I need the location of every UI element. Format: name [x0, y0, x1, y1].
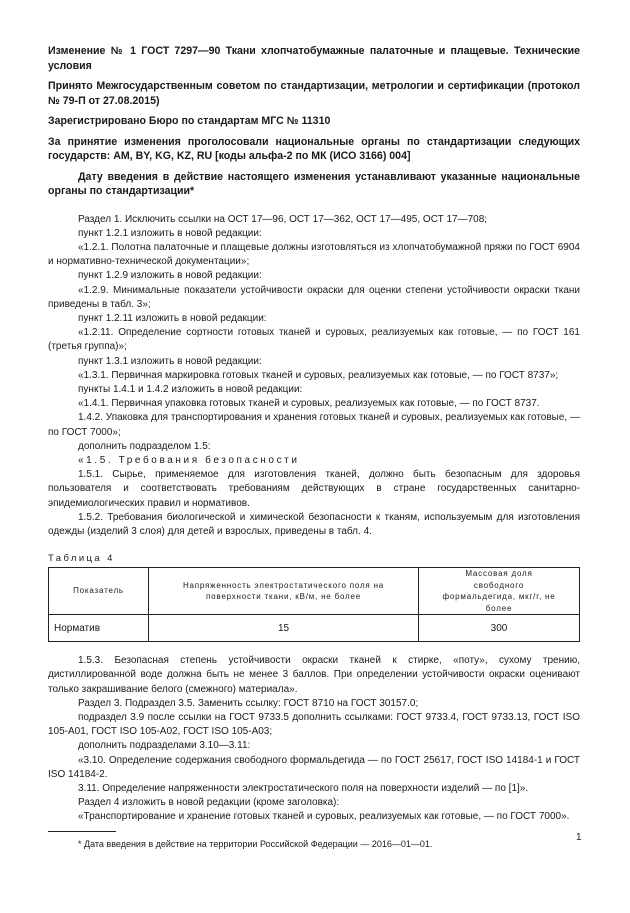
body-paragraph: пункт 1.2.11 изложить в новой редакции:: [78, 312, 267, 324]
table-cell: 300: [419, 615, 580, 642]
body-paragraph: 1.5.1. Сырье, применяемое для изготовления тканей, должно быть безопасным для здоровья пользователя и соответствовать требованиям действующих в стране государственных санитарно-эпидемиологических правил и нормативов.: [48, 469, 580, 509]
section-heading: «1.5. Требования безопасности: [78, 454, 300, 466]
body-paragraph: Раздел 4 изложить в новой редакции (кроме заголовка):: [78, 797, 340, 809]
body-paragraph: «3.10. Определение содержания свободного формальдегида — по ГОСТ 25617, ГОСТ ISO 14184-1 и ГОСТ ISO 14184-2.: [48, 754, 580, 780]
table-caption: Таблица 4: [48, 553, 115, 565]
body-paragraph: пункты 1.4.1 и 1.4.2 изложить в новой редакции:: [78, 383, 303, 395]
table-header-cell: Массовая доля свободного формальдегида, мкг/г, не более: [419, 568, 580, 615]
body-paragraph: 1.5.3. Безопасная степень устойчивости окраски тканей к стирке, «поту», сухому трению, дистиллированной воде должна быть не менее 3 баллов. При определении устойчивости окраски оценивают только закрашивание белого (смежного) материала».: [48, 655, 580, 695]
table-cell: Норматив: [49, 615, 149, 642]
document-page: [48, 44, 580, 851]
body-paragraph: 1.4.2. Упаковка для транспортирования и хранения готовых тканей и суровых, реализуемых как готовые, — по ГОСТ 7000»;: [48, 412, 580, 438]
effective-date-statement: Дату введения в действие настоящего изменения устанавливают указанные национальные органы по стандартизации*: [48, 170, 580, 197]
table-row: [49, 615, 580, 642]
body-paragraph: подраздел 3.9 после ссылки на ГОСТ 9733.5 дополнить ссылками: ГОСТ 9733.4, ГОСТ 9733.13, ГОСТ ISO 105-A01, ГОСТ ISO 105-A02, ГОСТ ISO 105-A03;: [48, 711, 580, 738]
body-paragraph: дополнить подразделом 1.5:: [78, 440, 211, 452]
body-paragraph: «1.2.1. Полотна палаточные и плащевые должны изготовляться из хлопчатобумажной пряжи по ГОСТ 6904 и нормативно-технической документации»;: [48, 241, 580, 268]
body-paragraph: «1.3.1. Первичная маркировка готовых тканей и суровых, реализуемых как готовые, — по ГОСТ 8737»;: [78, 369, 559, 381]
body-paragraph: Раздел 1. Исключить ссылки на ОСТ 17—96, ОСТ 17—362, ОСТ 17—495, ОСТ 17—708;: [78, 213, 488, 225]
body-paragraph: дополнить подразделами 3.10—3.11:: [78, 740, 251, 752]
body-paragraph: 3.11. Определение напряженности электростатического поля на поверхности изделий — по [1]».: [78, 783, 529, 794]
amendment-title: Изменение № 1 ГОСТ 7297—90 Ткани хлопчатобумажные палаточные и плащевые. Технические условия: [48, 45, 580, 72]
body-paragraph: 1.5.2. Требования биологической и химической безопасности к тканям, используемым для изготовления одежды (изделий 3 слоя) для детей и взрослых, приведены в табл. 4.: [48, 511, 580, 537]
table-4: [48, 567, 580, 642]
footnote-divider: [48, 831, 116, 832]
registered-statement: Зарегистрировано Бюро по стандартам МГС № 11310: [48, 115, 331, 127]
voted-statement: За принятие изменения проголосовали национальные органы по стандартизации следующих государств: AM, BY, KG, KZ, RU [коды альфа-2 по МК (ИСО 3166) 004]: [48, 135, 580, 162]
amendment-body-continued: [48, 654, 580, 824]
footnote: * Дата введения в действие на территории Российской Федерации — 2016—01—01.: [78, 838, 433, 849]
table-header-cell: Показатель: [49, 568, 149, 615]
page-number: 1: [576, 832, 582, 843]
table-cell: 15: [149, 615, 419, 642]
body-paragraph: «1.4.1. Первичная упаковка готовых тканей и суровых, реализуемых как готовые, — по ГОСТ 8737.: [78, 398, 540, 410]
body-paragraph: «1.2.11. Определение сортности готовых тканей и суровых, реализуемых как готовые, — по ГОСТ 161 (третья группа)»;: [48, 327, 580, 353]
amendment-body: [48, 213, 580, 540]
body-paragraph: «Транспортирование и хранение готовых тканей и суровых, реализуемых как готовые, — по ГОСТ 7000».: [78, 811, 570, 823]
body-paragraph: пункт 1.3.1 изложить в новой редакции:: [78, 355, 262, 367]
body-paragraph: Раздел 3. Подраздел 3.5. Заменить ссылку: ГОСТ 8710 на ГОСТ 30157.0;: [78, 697, 419, 709]
adopted-statement: Принято Межгосударственным советом по стандартизации, метрологии и сертификации (протокол № 79-П от 27.08.2015): [48, 80, 580, 107]
table-header-row: [49, 568, 580, 615]
body-paragraph: «1.2.9. Минимальные показатели устойчивости окраски для оценки степени устойчивости окраски ткани приведены в табл. 3»;: [48, 284, 580, 310]
body-paragraph: пункт 1.2.9 изложить в новой редакции:: [78, 270, 262, 282]
document-header: [48, 44, 580, 199]
table-header-cell: Напряженность электростатического поля на поверхности ткани, кВ/м, не более: [149, 568, 419, 615]
body-paragraph: пункт 1.2.1 изложить в новой редакции:: [78, 227, 262, 239]
